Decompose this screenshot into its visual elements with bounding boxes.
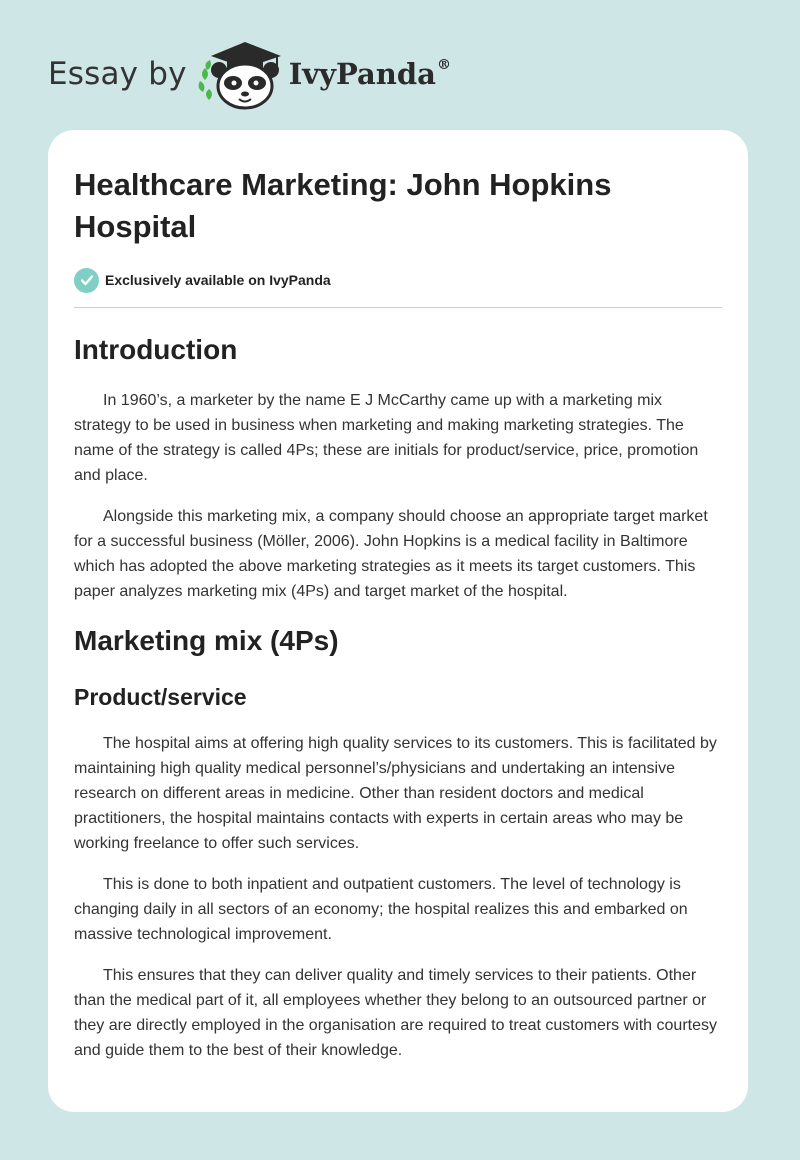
site-header xyxy=(48,34,451,114)
brand-name[interactable] xyxy=(289,57,451,91)
product-paragraph-3: This ensures that they can deliver quality and timely services to their patients. Other than the medical part of it, all employees whether they belong to an outsourced partner or they are directly employed in the organisation are required to treat customers with courtesy and guide them to the best of their knowledge. xyxy=(74,967,717,1059)
heading-marketing-mix: Marketing mix (4Ps) xyxy=(74,625,339,656)
check-icon xyxy=(74,268,99,293)
brand-text: IvyPanda xyxy=(288,57,436,91)
article-card xyxy=(48,130,748,1112)
essay-by-label: Essay by xyxy=(48,56,187,92)
product-paragraph-1: The hospital aims at offering high quality services to its customers. This is facilitated by maintaining high quality medical personnel’s/physicians and undertaking an intensive research on different areas in medicine. Other than resident doctors and medical practitioners, the hospital maintains contacts with experts in certain areas who may be working freelance to offer such services. xyxy=(74,735,717,852)
heading-introduction: Introduction xyxy=(74,334,238,365)
ivypanda-logo-icon[interactable] xyxy=(197,36,287,112)
title-divider xyxy=(74,307,722,308)
subheading-product-service: Product/service xyxy=(74,684,247,710)
exclusive-badge xyxy=(74,266,722,294)
registered-mark: ® xyxy=(436,57,451,74)
product-paragraph-2: This is done to both inpatient and outpatient customers. The level of technology is changing daily in all sectors of an economy; the hospital realizes this and embarked on massive technological improvement. xyxy=(74,876,688,943)
intro-paragraph-1: In 1960’s, a marketer by the name E J McCarthy came up with a marketing mix strategy to be used in business when marketing and making marketing strategies. The name of the strategy is called 4Ps; these are initials for product/service, price, promotion and place. xyxy=(74,392,699,484)
article-title: Healthcare Marketing: John Hopkins Hospital xyxy=(74,167,612,244)
intro-paragraph-2: Alongside this marketing mix, a company should choose an appropriate target market for a successful business (Möller, 2006). John Hopkins is a medical facility in Baltimore which has adopted the above marketing strategies as it meets its target customers. This paper analyzes marketing mix (4Ps) and target market of the hospital. xyxy=(74,508,708,600)
exclusive-badge-text: Exclusively available on IvyPanda xyxy=(105,272,331,288)
